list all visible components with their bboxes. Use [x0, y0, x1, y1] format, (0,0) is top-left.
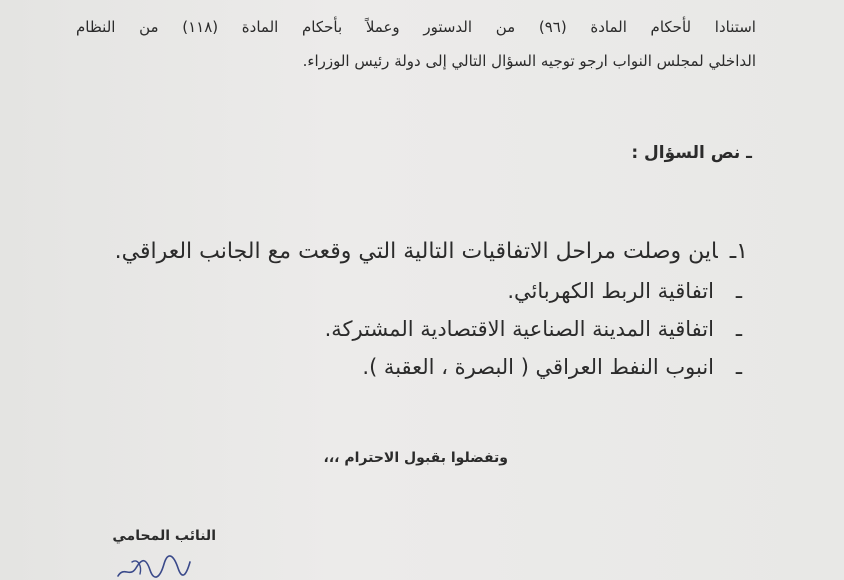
intro-paragraph [76, 16, 756, 72]
intro-line-2: الداخلي لمجلس النواب ارجو توجيه السؤال التالي إلى دولة رئيس الوزراء. [302, 52, 756, 70]
question-number: ١ـ [729, 239, 748, 264]
item-dash: ـ [735, 355, 742, 379]
closing-phrase: وتفضلوا بقبول الاحترام ،،، [323, 450, 508, 466]
item-dash: ـ [735, 279, 742, 303]
intro-line-1: استنادا لأحكام المادة (٩٦) من الدستور وعملاً بأحكام المادة (١١٨) من النظام [76, 18, 756, 36]
signer-title: النائب المحامي [112, 528, 216, 544]
question-item [68, 348, 742, 386]
question-list [68, 232, 748, 386]
item-dash: ـ [735, 317, 742, 341]
question-heading: ـ نص السؤال : [631, 143, 752, 163]
item-text: انبوب النفط العراقي ( البصرة ، العقبة ). [362, 355, 714, 379]
question-item [68, 310, 742, 348]
question-text: اين وصلت مراحل الاتفاقيات التالية التي وقعت مع الجانب العراقي. [114, 239, 718, 264]
signature-image [112, 548, 192, 580]
question-item [68, 272, 742, 310]
item-text: اتفاقية الربط الكهربائي. [507, 279, 714, 303]
question-main [68, 232, 748, 272]
item-text: اتفاقية المدينة الصناعية الاقتصادية المشتركة. [324, 317, 714, 341]
